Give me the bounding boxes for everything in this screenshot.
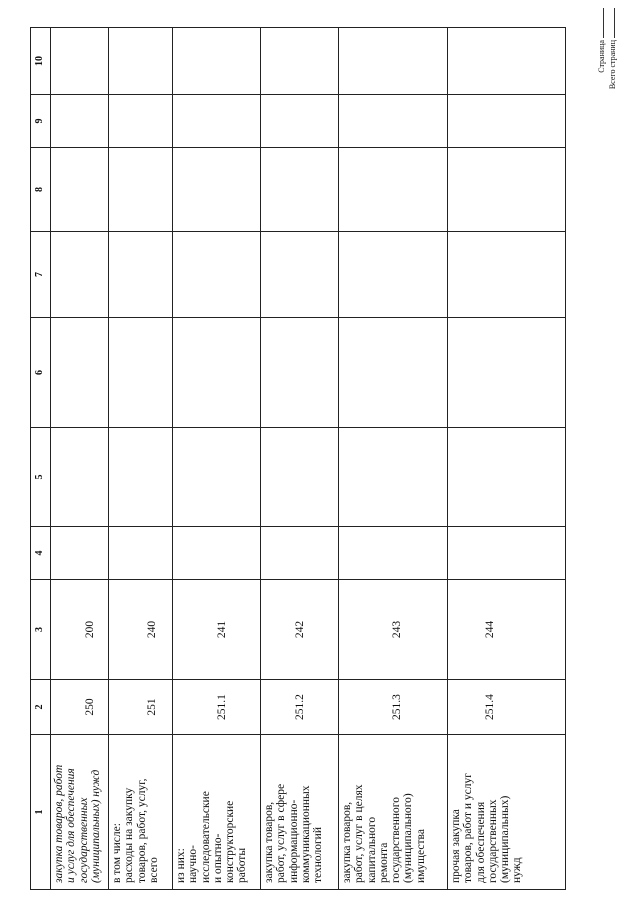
amount-cell [448, 148, 566, 232]
amount-cell [51, 148, 109, 232]
budget-code-cell: 242 [261, 580, 339, 680]
financial-table [30, 27, 566, 890]
amount-cell [173, 318, 261, 428]
page-label: Страница [597, 40, 606, 73]
line-code-cell: 250 [51, 680, 109, 735]
amount-cell [173, 148, 261, 232]
amount-cell [173, 232, 261, 318]
column-number-header: 6 [31, 318, 51, 428]
amount-cell [109, 232, 173, 318]
rotated-table-container [30, 28, 565, 890]
amount-cell [109, 527, 173, 580]
amount-cell [109, 148, 173, 232]
amount-cell [261, 148, 339, 232]
amount-cell [51, 28, 109, 95]
amount-cell [261, 28, 339, 95]
column-number-header: 3 [31, 580, 51, 680]
amount-cell [339, 232, 448, 318]
indicator-name-cell: из них: научно- исследовательские и опытно- конструкторские работы [173, 735, 261, 890]
amount-cell [109, 318, 173, 428]
amount-cell [448, 95, 566, 148]
indicator-name-cell: прочая закупка товаров, работ и услуг для обеспечения государственных (муниципальных) нужд [448, 735, 566, 890]
column-number-header: 1 [31, 735, 51, 890]
budget-code-cell: 240 [109, 580, 173, 680]
column-number-row [31, 28, 51, 890]
budget-code-cell: 200 [51, 580, 109, 680]
line-code-cell: 251.2 [261, 680, 339, 735]
amount-cell [339, 428, 448, 527]
amount-cell [109, 428, 173, 527]
amount-cell [339, 28, 448, 95]
amount-cell [261, 428, 339, 527]
amount-cell [51, 428, 109, 527]
total-pages-line [607, 8, 618, 94]
table-row [51, 28, 109, 890]
line-code-cell: 251.4 [448, 680, 566, 735]
amount-cell [448, 428, 566, 527]
amount-cell [339, 318, 448, 428]
amount-cell [339, 527, 448, 580]
indicator-name-cell: закупка товаров, работ, услуг в сфере информационно- коммуникационных технологий [261, 735, 339, 890]
amount-cell [339, 148, 448, 232]
column-number-header: 5 [31, 428, 51, 527]
total-pages-field [607, 8, 615, 38]
amount-cell [261, 95, 339, 148]
amount-cell [173, 95, 261, 148]
amount-cell [173, 28, 261, 95]
page-number-line [596, 8, 607, 94]
indicator-name-cell: закупка товаров, работ, услуг в целях капитального ремонта государственного (муниципального) имущества [339, 735, 448, 890]
indicator-name-cell: закупка товаров, работ и услуг для обеспечения государственных (муниципальных) нужд [51, 735, 109, 890]
column-number-header: 10 [31, 28, 51, 95]
financial-table-area [30, 28, 565, 890]
column-number-header: 4 [31, 527, 51, 580]
amount-cell [261, 318, 339, 428]
line-code-cell: 251.3 [339, 680, 448, 735]
amount-cell [51, 95, 109, 148]
page-counter [596, 8, 620, 94]
amount-cell [261, 527, 339, 580]
indicator-name-cell: в том числе: расходы на закупку товаров, работ, услуг, всего [109, 735, 173, 890]
amount-cell [51, 318, 109, 428]
table-row [173, 28, 261, 890]
amount-cell [261, 232, 339, 318]
table-row [339, 28, 448, 890]
column-number-header: 8 [31, 148, 51, 232]
amount-cell [448, 527, 566, 580]
amount-cell [448, 232, 566, 318]
budget-code-cell: 241 [173, 580, 261, 680]
amount-cell [109, 28, 173, 95]
line-code-cell: 251.1 [173, 680, 261, 735]
budget-code-cell: 244 [448, 580, 566, 680]
table-row [109, 28, 173, 890]
line-code-cell: 251 [109, 680, 173, 735]
budget-code-cell: 243 [339, 580, 448, 680]
table-row [448, 28, 566, 890]
amount-cell [173, 527, 261, 580]
table-row [261, 28, 339, 890]
amount-cell [109, 95, 173, 148]
amount-cell [51, 527, 109, 580]
column-number-header: 2 [31, 680, 51, 735]
column-number-header: 9 [31, 95, 51, 148]
amount-cell [339, 95, 448, 148]
amount-cell [448, 28, 566, 95]
amount-cell [448, 318, 566, 428]
amount-cell [173, 428, 261, 527]
amount-cell [51, 232, 109, 318]
column-number-header: 7 [31, 232, 51, 318]
page-number-field [596, 8, 604, 38]
total-pages-label: Всего страниц [608, 40, 617, 90]
